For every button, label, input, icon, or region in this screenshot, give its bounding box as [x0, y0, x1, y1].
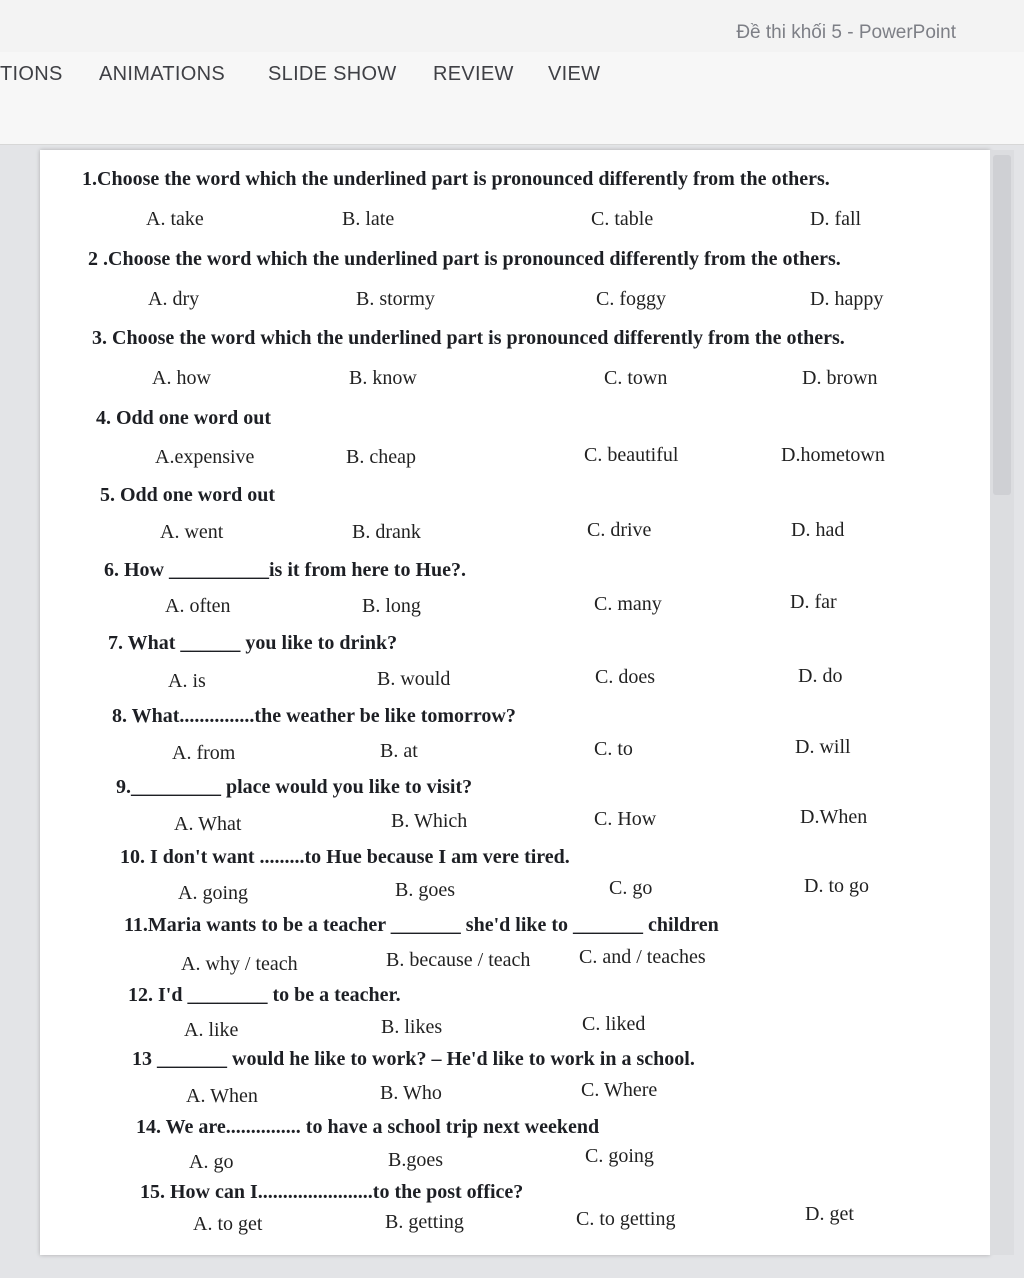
- question-1: 1.Choose the word which the underlined part is pronounced differently from the others.: [82, 168, 830, 190]
- question-5: 5. Odd one word out: [100, 484, 276, 506]
- q9-option-c[interactable]: C. How: [594, 808, 657, 830]
- q7-option-b[interactable]: B. would: [377, 668, 451, 690]
- q8-option-b[interactable]: B. at: [380, 740, 418, 762]
- ribbon-tabs: [0, 52, 1024, 145]
- question-8: 8. What...............the weather be like tomorrow?: [112, 705, 516, 727]
- q7-option-d[interactable]: D. do: [798, 665, 843, 687]
- q6-option-c[interactable]: C. many: [594, 593, 662, 615]
- q1-option-d[interactable]: D. fall: [810, 208, 862, 230]
- tab-slide-show[interactable]: SLIDE SHOW: [268, 63, 397, 85]
- q2-option-b[interactable]: B. stormy: [356, 288, 435, 310]
- question-15: 15. How can I.......................to the post office?: [140, 1181, 524, 1203]
- q9-option-b[interactable]: B. Which: [391, 810, 468, 832]
- q14-option-c[interactable]: C. going: [585, 1145, 654, 1167]
- q5-option-a[interactable]: A. went: [160, 521, 224, 543]
- q11-option-c[interactable]: C. and / teaches: [579, 946, 706, 968]
- slide-canvas[interactable]: [40, 150, 990, 1255]
- q13-option-a[interactable]: A. When: [186, 1085, 258, 1107]
- q3-option-a[interactable]: A. how: [152, 367, 211, 389]
- question-4: 4. Odd one word out: [96, 407, 272, 429]
- q9-option-a[interactable]: A. What: [174, 813, 242, 835]
- q7-option-c[interactable]: C. does: [595, 666, 655, 688]
- q7-option-a[interactable]: A. is: [168, 670, 206, 692]
- window-titlebar: [0, 0, 1024, 52]
- scrollbar-thumb[interactable]: [993, 155, 1011, 495]
- q12-option-c[interactable]: C. liked: [582, 1013, 646, 1035]
- q10-option-b[interactable]: B. goes: [395, 879, 455, 901]
- question-12: 12. I'd ________ to be a teacher.: [128, 984, 401, 1006]
- question-7: 7. What ______ you like to drink?: [108, 632, 398, 654]
- q11-option-b[interactable]: B. because / teach: [386, 949, 531, 971]
- q10-option-a[interactable]: A. going: [178, 882, 248, 904]
- q8-option-a[interactable]: A. from: [172, 742, 236, 764]
- q12-option-b[interactable]: B. likes: [381, 1016, 443, 1038]
- q1-option-b[interactable]: B. late: [342, 208, 395, 230]
- q6-option-a[interactable]: A. often: [165, 595, 231, 617]
- q8-option-d[interactable]: D. will: [795, 736, 851, 758]
- q4-option-d[interactable]: D.hometown: [781, 444, 885, 466]
- q5-option-b[interactable]: B. drank: [352, 521, 421, 543]
- question-9: 9._________ place would you like to visit?: [116, 776, 473, 798]
- question-6: 6. How __________is it from here to Hue?.: [104, 559, 467, 581]
- q15-option-d[interactable]: D. get: [805, 1203, 854, 1225]
- q14-option-a[interactable]: A. go: [189, 1151, 234, 1173]
- q4-option-b[interactable]: B. cheap: [346, 446, 416, 468]
- q14-option-b[interactable]: B.goes: [388, 1149, 443, 1171]
- q4-option-c[interactable]: C. beautiful: [584, 444, 679, 466]
- q2-option-d[interactable]: D. happy: [810, 288, 884, 310]
- question-3: 3. Choose the word which the underlined part is pronounced differently from the others.: [92, 327, 845, 349]
- q11-option-a[interactable]: A. why / teach: [181, 953, 298, 975]
- question-14: 14. We are............... to have a school trip next weekend: [136, 1116, 600, 1138]
- q10-option-d[interactable]: D. to go: [804, 875, 869, 897]
- q6-option-b[interactable]: B. long: [362, 595, 421, 617]
- tab-view[interactable]: VIEW: [548, 63, 601, 85]
- question-2: 2 .Choose the word which the underlined part is pronounced differently from the others.: [88, 248, 841, 270]
- q1-option-a[interactable]: A. take: [146, 208, 204, 230]
- window-title: Đề thi khối 5 - PowerPoint: [736, 22, 956, 43]
- q2-option-c[interactable]: C. foggy: [596, 288, 666, 310]
- q5-option-d[interactable]: D. had: [791, 519, 845, 541]
- q5-option-c[interactable]: C. drive: [587, 519, 652, 541]
- question-11: 11.Maria wants to be a teacher _______ she'd like to _______ children: [124, 914, 719, 936]
- tab-animations[interactable]: ANIMATIONS: [99, 63, 225, 85]
- question-10: 10. I don't want .........to Hue because I am vere tired.: [120, 846, 570, 868]
- q8-option-c[interactable]: C. to: [594, 738, 633, 760]
- q3-option-b[interactable]: B. know: [349, 367, 417, 389]
- q13-option-c[interactable]: C. Where: [581, 1079, 658, 1101]
- tab-transitions[interactable]: TIONS: [0, 63, 63, 85]
- q4-option-a[interactable]: A.expensive: [155, 446, 255, 468]
- q3-option-d[interactable]: D. brown: [802, 367, 878, 389]
- question-13: 13 _______ would he like to work? – He'd like to work in a school.: [132, 1048, 695, 1070]
- q15-option-a[interactable]: A. to get: [193, 1213, 263, 1235]
- q15-option-c[interactable]: C. to getting: [576, 1208, 676, 1230]
- q10-option-c[interactable]: C. go: [609, 877, 653, 899]
- q1-option-c[interactable]: C. table: [591, 208, 654, 230]
- q2-option-a[interactable]: A. dry: [148, 288, 200, 310]
- q13-option-b[interactable]: B. Who: [380, 1082, 442, 1104]
- q12-option-a[interactable]: A. like: [184, 1019, 239, 1041]
- q9-option-d[interactable]: D.When: [800, 806, 868, 828]
- q3-option-c[interactable]: C. town: [604, 367, 668, 389]
- q6-option-d[interactable]: D. far: [790, 591, 837, 613]
- q15-option-b[interactable]: B. getting: [385, 1211, 464, 1233]
- tab-review[interactable]: REVIEW: [433, 63, 514, 85]
